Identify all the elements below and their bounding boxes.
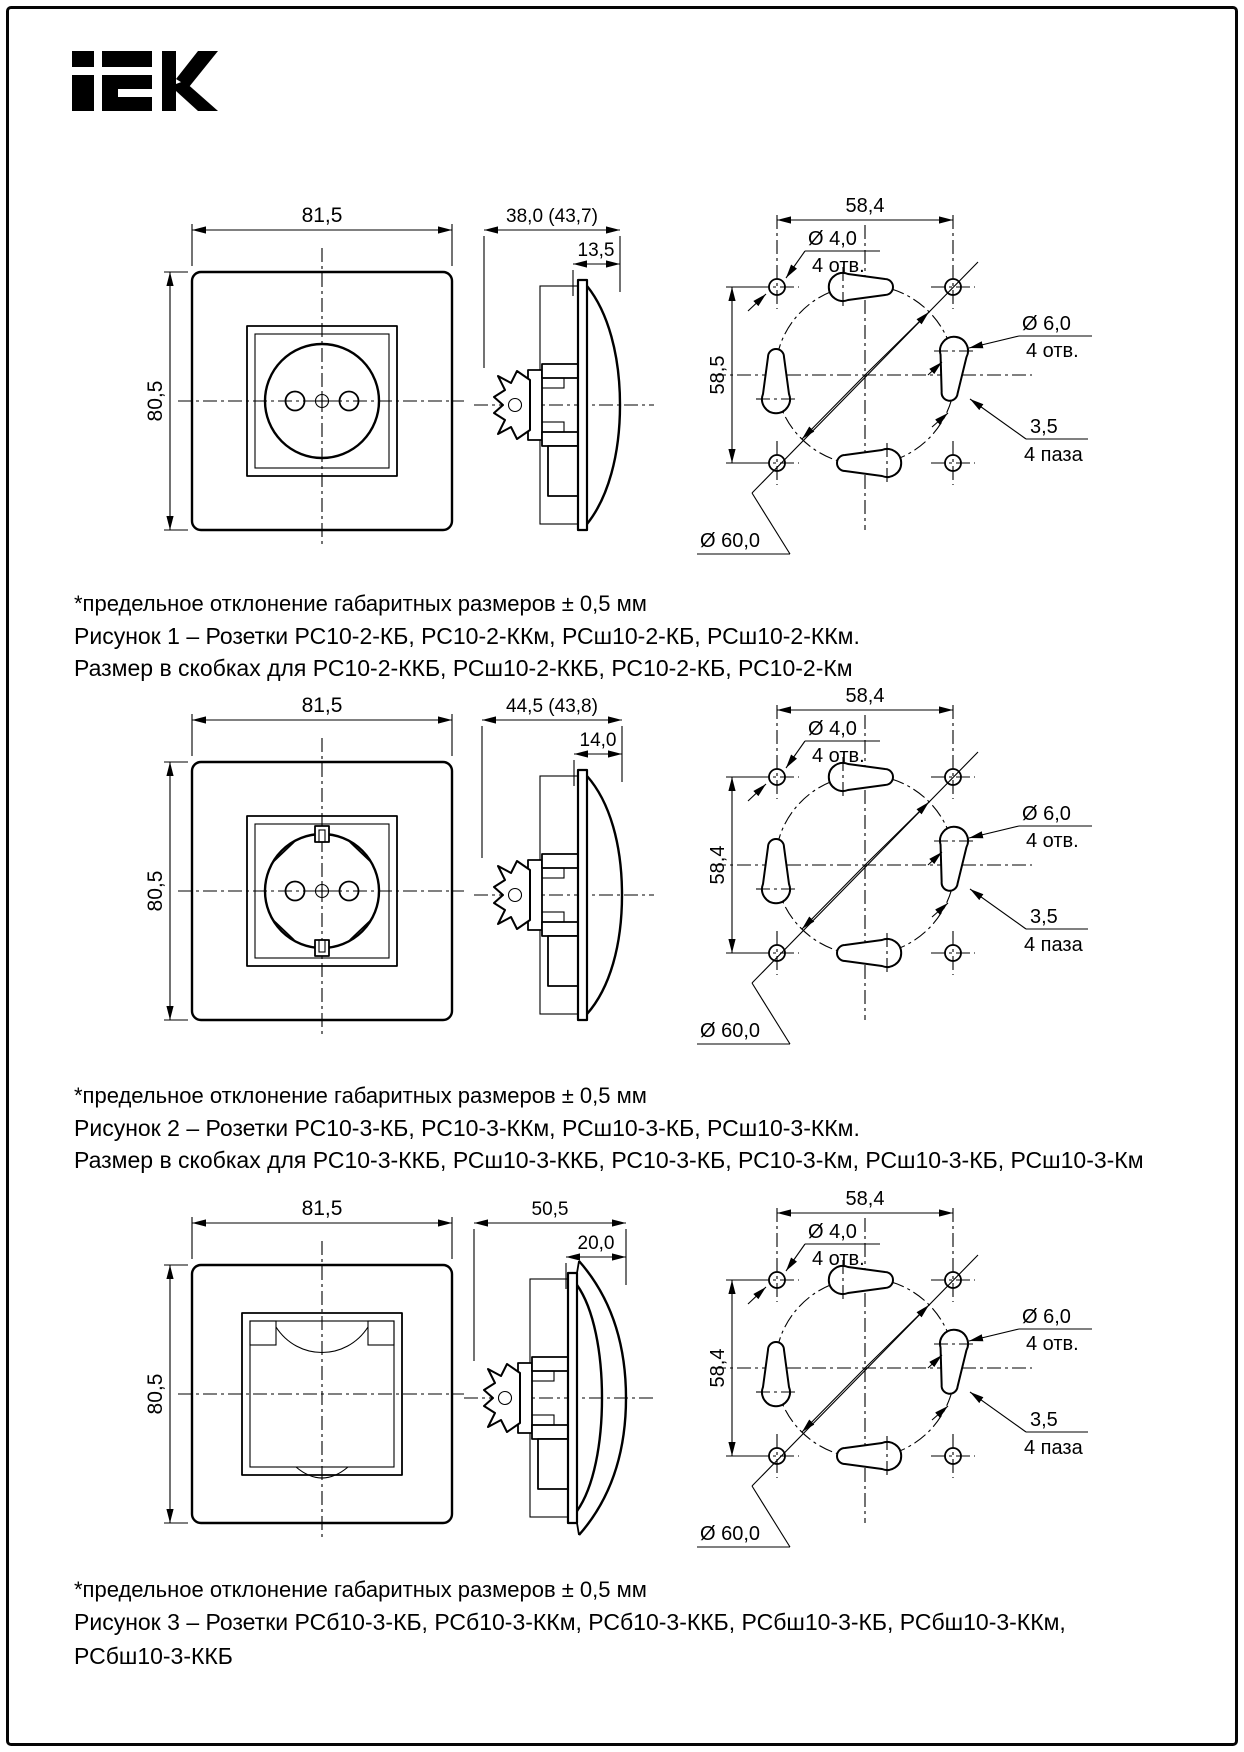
fig3-hole-big-label: Ø 6,0 xyxy=(1022,1306,1071,1328)
fig2-side-mechanism xyxy=(494,776,578,1014)
fig3-side-cap-dim: 20,0 xyxy=(577,1233,615,1254)
fig1-front-height-dim: 80,5 xyxy=(144,380,167,422)
fig3-vspacing-dim: 58,4 xyxy=(707,1348,729,1388)
fig3-caption-line2: РСбш10-3-ККБ xyxy=(74,1643,233,1669)
fig2-side-plate xyxy=(578,770,587,1020)
fig3-hole-small-label: Ø 4,0 xyxy=(808,1221,857,1243)
fig2-front-view xyxy=(144,690,470,1040)
fig1-hspacing-dim: 58,4 xyxy=(845,195,885,217)
fig1-hole-big-label: Ø 6,0 xyxy=(1022,313,1071,335)
fig2-caption-line2: Размер в скобках для РС10-3-ККБ, РСш10-3-ККБ, РС10-3-КБ, РС10-3-Км, РСш10-3-КБ, РСш10-3-Км xyxy=(74,1147,1144,1173)
fig2-hole-small-label: Ø 4,0 xyxy=(808,718,857,740)
fig2-side-cap-dim: 14,0 xyxy=(579,730,617,751)
fig1-side-plate xyxy=(578,280,587,530)
fig1-side-cap-dim: 13,5 xyxy=(577,240,615,261)
fig1-hole-small-label: Ø 4,0 xyxy=(808,228,857,250)
fig1-front-width-dim: 81,5 xyxy=(301,204,343,227)
fig3-hole-small-qty: 4 отв. xyxy=(812,1248,865,1270)
fig2-caption-line1: Рисунок 2 – Розетки РС10-3-КБ, РС10-3-ККм, РСш10-3-КБ, РСш10-3-ККм. xyxy=(74,1115,860,1141)
fig3-hole-big-qty: 4 отв. xyxy=(1026,1333,1079,1355)
fig1-side-depth-dim: 38,0 (43,7) xyxy=(506,206,598,227)
fig3-side-depth-dim: 50,5 xyxy=(531,1199,569,1220)
fig1-vspacing-dim: 58,5 xyxy=(707,355,729,395)
fig2-note: *предельное отклонение габаритных размеров ± 0,5 мм xyxy=(74,1083,647,1108)
fig2-side-view xyxy=(470,690,660,1040)
fig1-slot-qty: 4 паза xyxy=(1024,444,1083,466)
fig3-side-plate xyxy=(568,1273,577,1523)
fig2-side-depth-dim: 44,5 (43,8) xyxy=(506,696,598,717)
fig3-side-view xyxy=(460,1193,660,1543)
fig3-mounting-pattern xyxy=(640,1168,1120,1568)
fig1-hole-big-qty: 4 отв. xyxy=(1026,340,1079,362)
fig2-hole-big-qty: 4 отв. xyxy=(1026,830,1079,852)
fig1-note: *предельное отклонение габаритных размеров ± 0,5 мм xyxy=(74,591,647,616)
fig3-hspacing-dim: 58,4 xyxy=(845,1188,885,1210)
fig2-vspacing-dim: 58,4 xyxy=(707,845,729,885)
fig2-front-width-dim: 81,5 xyxy=(301,694,343,717)
fig1-hole-small-qty: 4 отв. xyxy=(812,255,865,277)
fig2-hole-big-label: Ø 6,0 xyxy=(1022,803,1071,825)
fig3-bolt-circle-label: Ø 60,0 xyxy=(700,1523,761,1545)
fig3-slot-width-label: 3,5 xyxy=(1030,1409,1058,1431)
fig1-caption-line2: Размер в скобках для РС10-2-ККБ, РСш10-2-ККБ, РС10-2-КБ, РС10-2-Км xyxy=(74,655,853,681)
fig3-front-width-dim: 81,5 xyxy=(301,1197,343,1220)
fig2-slot-width-label: 3,5 xyxy=(1030,906,1058,928)
fig1-bolt-circle-label: Ø 60,0 xyxy=(700,530,761,552)
fig1-front-view xyxy=(144,200,470,550)
fig2-hole-small-qty: 4 отв. xyxy=(812,745,865,767)
fig1-caption-line1: Рисунок 1 – Розетки РС10-2-КБ, РС10-2-ККм, РСш10-2-КБ, РСш10-2-ККм. xyxy=(74,623,860,649)
fig1-side-mechanism xyxy=(494,286,578,524)
fig2-front-height-dim: 80,5 xyxy=(144,870,167,912)
fig1-slot-width-label: 3,5 xyxy=(1030,416,1058,438)
fig2-mounting-pattern xyxy=(640,665,1120,1065)
fig2-slot-qty: 4 паза xyxy=(1024,934,1083,956)
fig2-bolt-circle-label: Ø 60,0 xyxy=(700,1020,761,1042)
fig3-front-height-dim: 80,5 xyxy=(144,1373,167,1415)
fig3-side-mechanism xyxy=(484,1279,568,1517)
iek-logo xyxy=(72,50,222,112)
fig3-front-view xyxy=(144,1193,470,1543)
fig3-slot-qty: 4 паза xyxy=(1024,1437,1083,1459)
iek-logo-glyphs xyxy=(72,51,218,111)
fig3-note: *предельное отклонение габаритных размеров ± 0,5 мм xyxy=(74,1577,647,1602)
fig1-mounting-pattern xyxy=(640,175,1120,575)
fig3-caption-line1: Рисунок 3 – Розетки РСб10-3-КБ, РСб10-3-ККм, РСб10-3-ККБ, РСбш10-3-КБ, РСбш10-3-ККм, xyxy=(74,1609,1066,1635)
fig2-hspacing-dim: 58,4 xyxy=(845,685,885,707)
fig1-side-view xyxy=(470,200,660,550)
